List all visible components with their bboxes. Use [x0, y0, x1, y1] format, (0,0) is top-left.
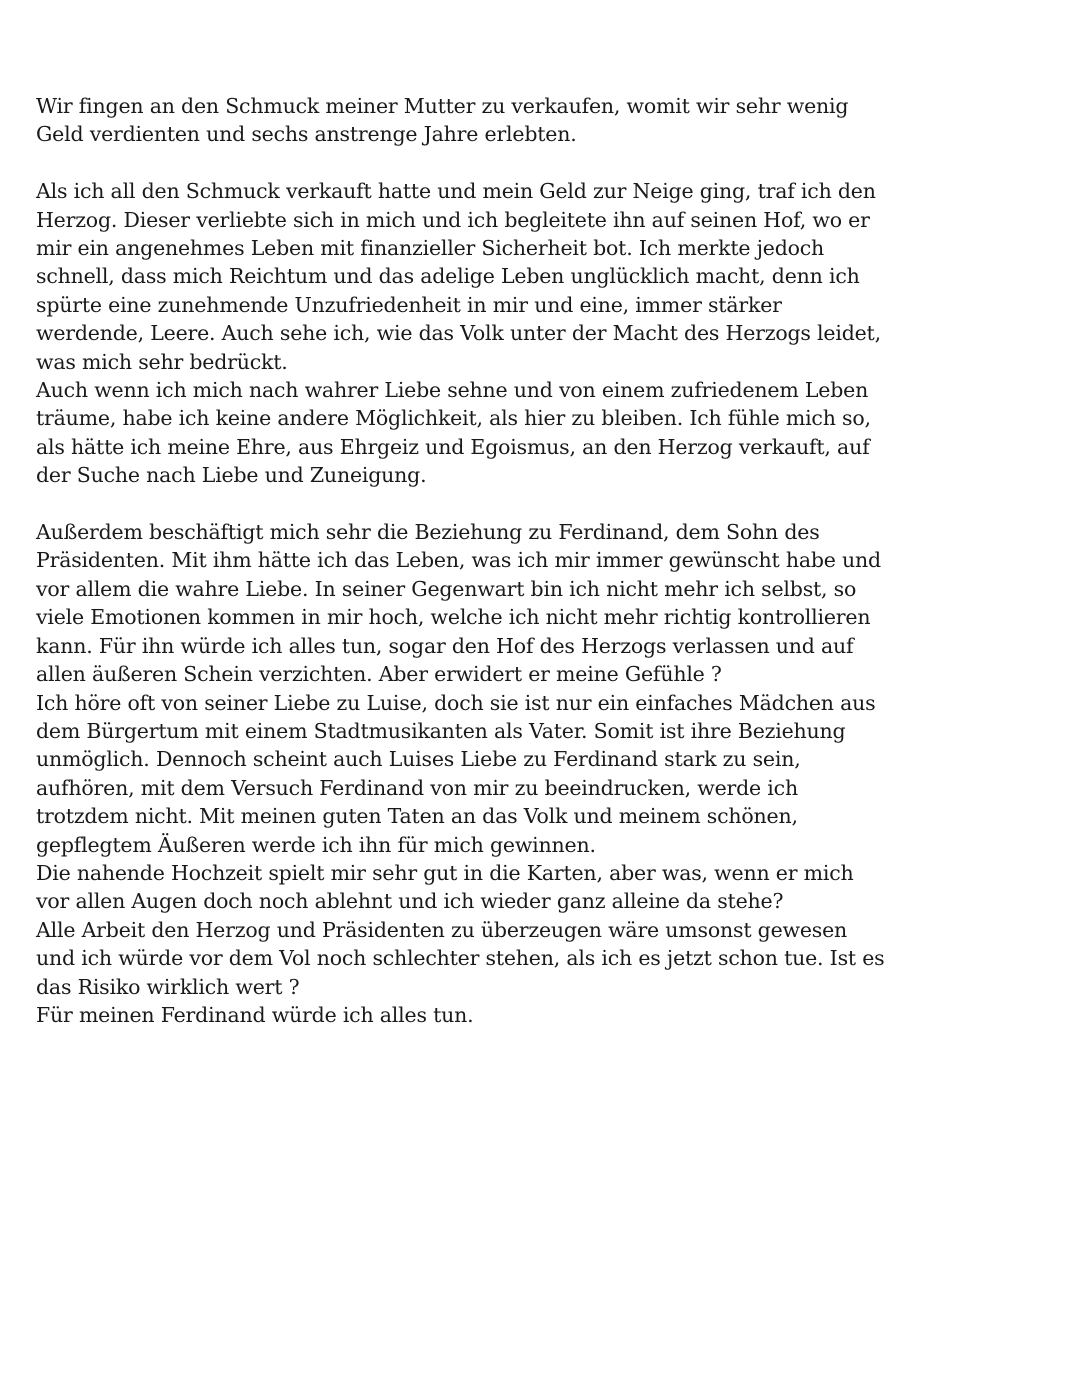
- text-line: Geld verdienten und sechs anstrenge Jahre erlebten.: [36, 122, 577, 147]
- text-line: das Risiko wirklich wert ?: [36, 974, 300, 999]
- text-line: dem Bürgertum mit einem Stadtmusikanten als Vater. Somit ist ihre Beziehung: [36, 718, 846, 743]
- text-line: Auch wenn ich mich nach wahrer Liebe sehne und von einem zufriedenem Leben: [36, 378, 869, 403]
- paragraph-spacer: [36, 490, 1046, 518]
- text-line: träume, habe ich keine andere Möglichkeit, als hier zu bleiben. Ich fühle mich so,: [36, 406, 871, 431]
- text-line: und ich würde vor dem Vol noch schlechter stehen, als ich es jetzt schon tue. Ist es: [36, 946, 885, 971]
- text-line: vor allen Augen doch noch ablehnt und ich wieder ganz alleine da stehe?: [36, 889, 784, 914]
- paragraph-3: [36, 518, 1046, 1029]
- paragraph-2: [36, 177, 1046, 489]
- text-line: kann. Für ihn würde ich alles tun, sogar den Hof des Herzogs verlassen und auf: [36, 633, 854, 658]
- document-body: [36, 92, 1046, 1029]
- text-line: Außerdem beschäftigt mich sehr die Beziehung zu Ferdinand, dem Sohn des: [36, 520, 820, 545]
- text-line: aufhören, mit dem Versuch Ferdinand von mir zu beeindrucken, werde ich: [36, 775, 798, 800]
- text-line: vor allem die wahre Liebe. In seiner Gegenwart bin ich nicht mehr ich selbst, so: [36, 576, 857, 601]
- text-line: Herzog. Dieser verliebte sich in mich und ich begleitete ihn auf seinen Hof, wo er: [36, 207, 870, 232]
- paragraph-1: [36, 92, 1046, 149]
- text-line: als hätte ich meine Ehre, aus Ehrgeiz und Egoismus, an den Herzog verkauft, auf: [36, 434, 870, 459]
- text-line: Präsidenten. Mit ihm hätte ich das Leben, was ich mir immer gewünscht habe und: [36, 548, 881, 573]
- text-line: Alle Arbeit den Herzog und Präsidenten zu überzeugen wäre umsonst gewesen: [36, 917, 848, 942]
- text-line: schnell, dass mich Reichtum und das adelige Leben unglücklich macht, denn ich: [36, 264, 860, 289]
- text-line: der Suche nach Liebe und Zuneigung.: [36, 463, 427, 488]
- text-line: Für meinen Ferdinand würde ich alles tun.: [36, 1002, 474, 1027]
- text-line: unmöglich. Dennoch scheint auch Luises Liebe zu Ferdinand stark zu sein,: [36, 747, 801, 772]
- text-line: Als ich all den Schmuck verkauft hatte und mein Geld zur Neige ging, traf ich den: [36, 179, 876, 204]
- text-line: Ich höre oft von seiner Liebe zu Luise, doch sie ist nur ein einfaches Mädchen aus: [36, 690, 876, 715]
- text-line: was mich sehr bedrückt.: [36, 349, 288, 374]
- text-line: Die nahende Hochzeit spielt mir sehr gut in die Karten, aber was, wenn er mich: [36, 860, 854, 885]
- text-line: Wir fingen an den Schmuck meiner Mutter zu verkaufen, womit wir sehr wenig: [36, 94, 849, 118]
- text-line: mir ein angenehmes Leben mit finanzieller Sicherheit bot. Ich merkte jedoch: [36, 236, 825, 261]
- text-line: werdende, Leere. Auch sehe ich, wie das Volk unter der Macht des Herzogs leidet,: [36, 321, 881, 346]
- text-line: allen äußeren Schein verzichten. Aber erwidert er meine Gefühle ?: [36, 662, 722, 687]
- paragraph-spacer: [36, 149, 1046, 177]
- text-line: trotzdem nicht. Mit meinen guten Taten an das Volk und meinem schönen,: [36, 804, 798, 829]
- text-line: spürte eine zunehmende Unzufriedenheit in mir und eine, immer stärker: [36, 292, 782, 317]
- text-line: viele Emotionen kommen in mir hoch, welche ich nicht mehr richtig kontrollieren: [36, 605, 871, 630]
- text-line: gepflegtem Äußeren werde ich ihn für mich gewinnen.: [36, 832, 596, 857]
